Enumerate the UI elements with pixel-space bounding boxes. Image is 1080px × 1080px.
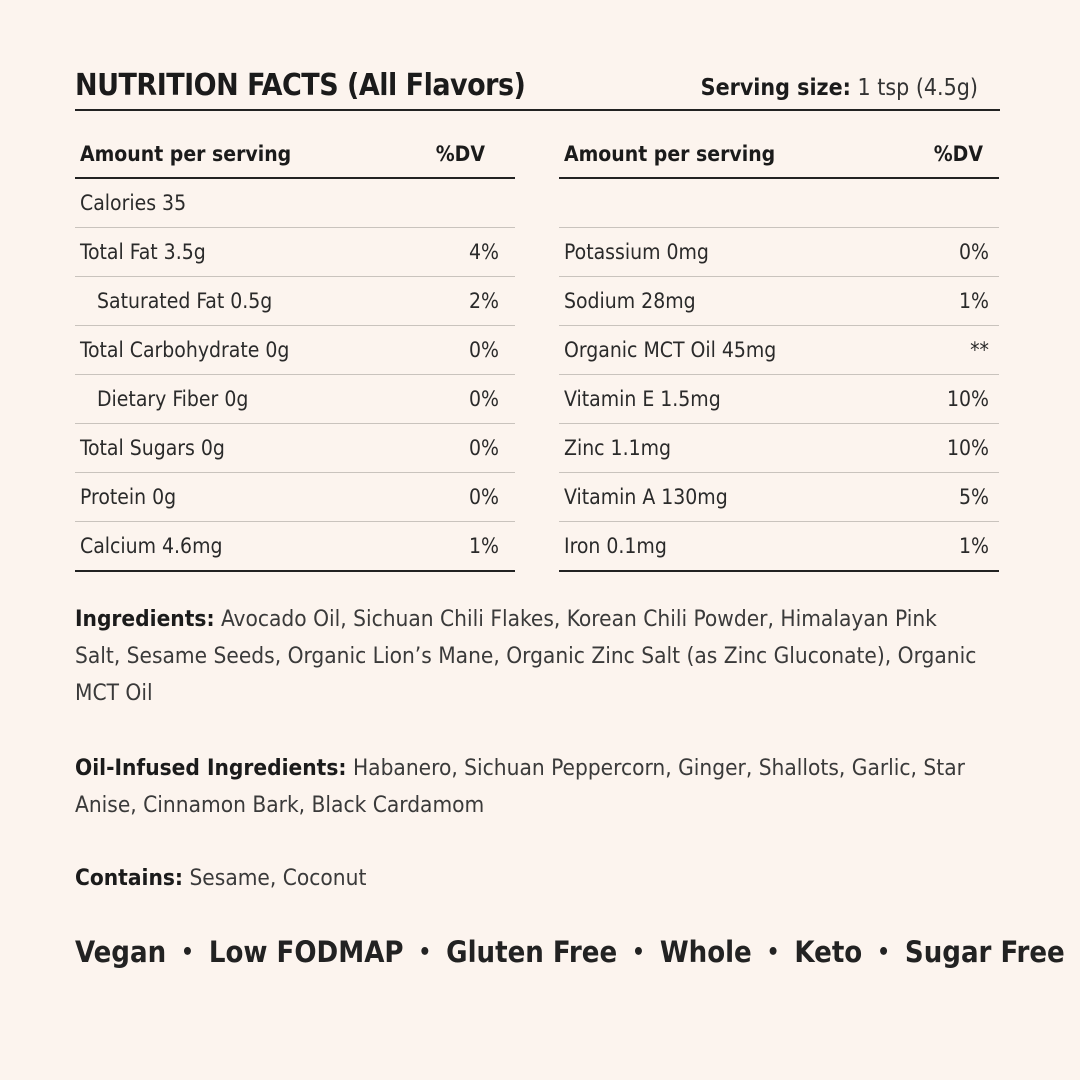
title-divider [75, 109, 1000, 111]
nutrition-table-left [75, 130, 515, 572]
nutrient-label: Dietary Fiber 0g [97, 387, 249, 411]
table-row [559, 179, 999, 228]
oil-infused-label: Oil-Infused Ingredients: [75, 755, 347, 781]
table-row [75, 522, 515, 572]
nutrient-label: Vitamin A 130mg [564, 485, 728, 509]
table-row [559, 326, 999, 375]
nutrient-dv: 10% [947, 436, 989, 460]
serving-size-value: 1 tsp (4.5g) [857, 75, 978, 101]
page-title: NUTRITION FACTS (All Flavors) [75, 68, 526, 103]
nutrient-label: Organic MCT Oil 45mg [564, 338, 777, 362]
nutrient-label: Zinc 1.1mg [564, 436, 671, 460]
table-header [75, 130, 515, 179]
separator-dot: • [877, 939, 890, 965]
nutrient-label: Total Sugars 0g [80, 436, 225, 460]
contains-list: Sesame, Coconut [189, 865, 367, 891]
table-row [75, 228, 515, 277]
nutrient-dv: 1% [959, 289, 989, 313]
nutrient-label: Calcium 4.6mg [80, 534, 223, 558]
table-row [559, 277, 999, 326]
diet-claim: Keto [794, 935, 863, 969]
nutrient-dv: 4% [469, 240, 499, 264]
diet-claim: Low FODMAP [208, 935, 404, 969]
serving-size-label: Serving size: [700, 75, 851, 101]
contains-label: Contains: [75, 865, 184, 891]
nutrient-dv: 1% [959, 534, 989, 558]
nutrient-dv: 0% [959, 240, 989, 264]
nutrient-label: Sodium 28mg [564, 289, 696, 313]
nutrient-dv: ** [970, 338, 989, 362]
amount-header: Amount per serving [564, 141, 776, 166]
table-row [559, 375, 999, 424]
ingredients-text [75, 601, 980, 712]
ingredients-list: Avocado Oil, Sichuan Chili Flakes, Korean Chili Powder, Himalayan Pink Salt, Sesame Seeds, Organic Lion’s Mane, Organic Zinc Salt (as Zinc Gluconate), Organic MCT Oil [75, 606, 977, 706]
separator-dot: • [632, 939, 645, 965]
nutrient-dv: 10% [947, 387, 989, 411]
oil-infused-text [75, 750, 980, 824]
dv-header: %DV [933, 141, 983, 166]
diet-claim: Whole [659, 935, 752, 969]
diet-claims [75, 935, 1065, 969]
table-row [75, 375, 515, 424]
nutrient-label: Vitamin E 1.5mg [564, 387, 721, 411]
nutrient-dv: 0% [469, 387, 499, 411]
amount-header: Amount per serving [80, 141, 292, 166]
contains-text [75, 860, 980, 897]
separator-dot: • [766, 939, 780, 965]
table-row [559, 522, 999, 572]
diet-claim: Gluten Free [446, 935, 618, 969]
diet-claim: Vegan [75, 935, 167, 969]
table-row [559, 228, 999, 277]
serving-size [701, 75, 978, 101]
table-row [75, 326, 515, 375]
nutrient-dv: 0% [469, 485, 499, 509]
oil-infused-list: Habanero, Sichuan Peppercorn, Ginger, Shallots, Garlic, Star Anise, Cinnamon Bark, Black Cardamom [75, 755, 965, 818]
nutrient-label: Total Fat 3.5g [80, 240, 206, 264]
nutrient-dv: 2% [469, 289, 499, 313]
dv-header: %DV [435, 141, 485, 166]
ingredients-label: Ingredients: [75, 606, 215, 632]
table-row [75, 473, 515, 522]
nutrition-table-right [559, 130, 999, 572]
nutrient-dv: 0% [469, 338, 499, 362]
nutrient-label: Protein 0g [80, 485, 177, 509]
table-header [559, 130, 999, 179]
nutrient-label: Total Carbohydrate 0g [80, 338, 290, 362]
table-row [75, 277, 515, 326]
table-row [75, 179, 515, 228]
nutrient-dv: 5% [959, 485, 989, 509]
separator-dot: • [418, 939, 432, 965]
nutrient-dv: 1% [469, 534, 499, 558]
nutrient-label: Saturated Fat 0.5g [97, 289, 273, 313]
table-row [559, 424, 999, 473]
nutrient-dv: 0% [469, 436, 499, 460]
separator-dot: • [181, 939, 194, 965]
diet-claim: Sugar Free [904, 935, 1065, 969]
nutrient-label: Calories 35 [80, 191, 187, 215]
table-row [559, 473, 999, 522]
nutrient-label: Potassium 0mg [564, 240, 709, 264]
nutrient-label: Iron 0.1mg [564, 534, 667, 558]
table-row [75, 424, 515, 473]
